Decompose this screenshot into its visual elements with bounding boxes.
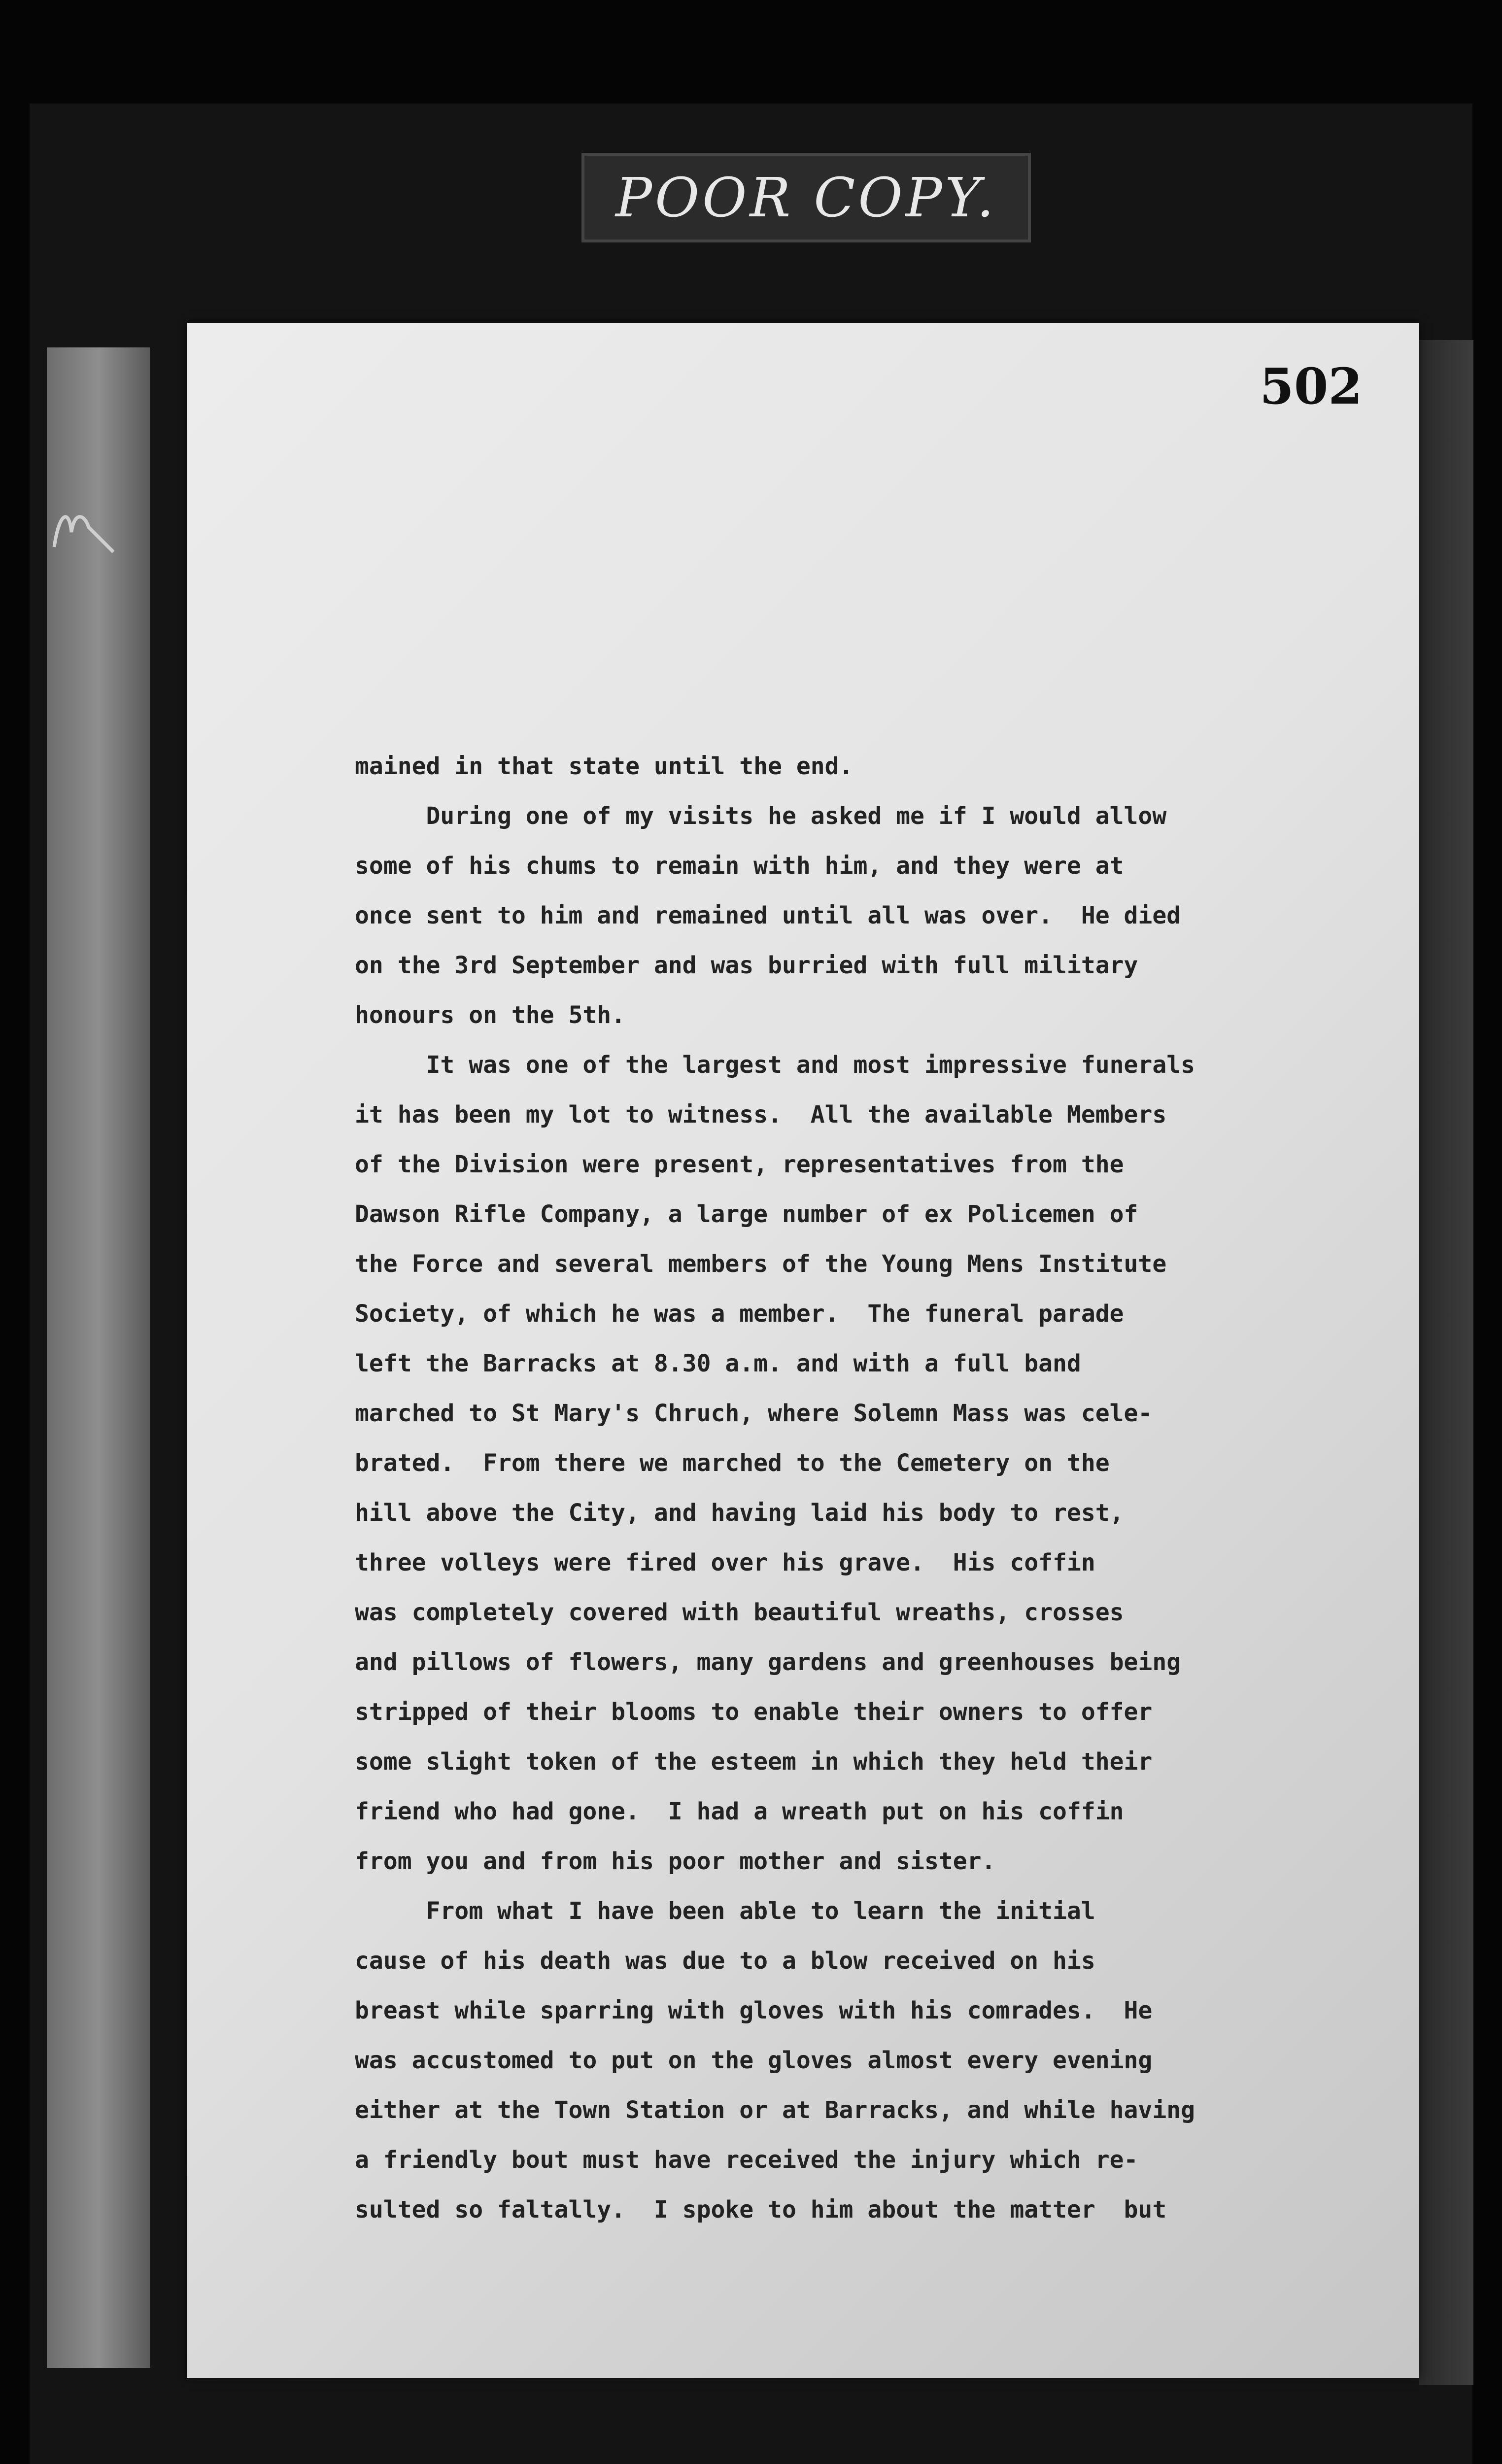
letter-line: of the Division were present, representatives from the bbox=[355, 1151, 1124, 1178]
margin-mark-icon bbox=[49, 503, 118, 557]
letter-body bbox=[355, 742, 1331, 2235]
letter-line: it has been my lot to witness. All the available Members bbox=[355, 1101, 1167, 1129]
letter-line: on the 3rd September and was burried with full military bbox=[355, 952, 1138, 979]
letter-line: hill above the City, and having laid his body to rest, bbox=[355, 1499, 1124, 1527]
letter-line: breast while sparring with gloves with his comrades. He bbox=[355, 1997, 1153, 2024]
letter-line: From what I have been able to learn the initial bbox=[355, 1897, 1095, 1925]
letter-line: marched to St Mary's Chruch, where Solemn Mass was cele- bbox=[355, 1400, 1153, 1427]
letter-line: brated. From there we marched to the Cemetery on the bbox=[355, 1449, 1110, 1477]
letter-line: mained in that state until the end. bbox=[355, 753, 853, 780]
letter-line: some slight token of the esteem in which they held their bbox=[355, 1748, 1153, 1776]
letter-line: It was one of the largest and most impressive funerals bbox=[355, 1051, 1195, 1079]
letter-line: stripped of their blooms to enable their owners to offer bbox=[355, 1698, 1153, 1726]
letter-line: some of his chums to remain with him, and they were at bbox=[355, 852, 1124, 880]
binding-edge bbox=[1419, 340, 1473, 2385]
letter-line: three volleys were fired over his grave. His coffin bbox=[355, 1549, 1095, 1576]
facing-page-edge bbox=[47, 347, 150, 2368]
letter-line: left the Barracks at 8.30 a.m. and with a full band bbox=[355, 1350, 1081, 1377]
letter-page bbox=[187, 323, 1419, 2378]
letter-line: was accustomed to put on the gloves almost every evening bbox=[355, 2047, 1153, 2074]
letter-line: either at the Town Station or at Barracks, and while having bbox=[355, 2096, 1195, 2124]
letter-line: the Force and several members of the Young Mens Institute bbox=[355, 1250, 1167, 1278]
letter-line: cause of his death was due to a blow received on his bbox=[355, 1947, 1095, 1975]
letter-line: once sent to him and remained until all was over. He died bbox=[355, 902, 1181, 929]
letter-line: Dawson Rifle Company, a large number of ex Policemen of bbox=[355, 1200, 1138, 1228]
letter-line: honours on the 5th. bbox=[355, 1001, 626, 1029]
letter-line: was completely covered with beautiful wreaths, crosses bbox=[355, 1599, 1124, 1626]
page-number: 502 bbox=[1260, 357, 1363, 415]
letter-line: friend who had gone. I had a wreath put on his coffin bbox=[355, 1798, 1124, 1825]
letter-line: sulted so faltally. I spoke to him about the matter but bbox=[355, 2196, 1167, 2224]
letter-line: During one of my visits he asked me if I would allow bbox=[355, 802, 1167, 830]
letter-line: Society, of which he was a member. The funeral parade bbox=[355, 1300, 1124, 1328]
letter-line: a friendly bout must have received the injury which re- bbox=[355, 2146, 1138, 2174]
letter-line: from you and from his poor mother and sister. bbox=[355, 1848, 996, 1875]
letter-line: and pillows of flowers, many gardens and greenhouses being bbox=[355, 1648, 1181, 1676]
poor-copy-stamp: POOR COPY. bbox=[581, 153, 1031, 242]
